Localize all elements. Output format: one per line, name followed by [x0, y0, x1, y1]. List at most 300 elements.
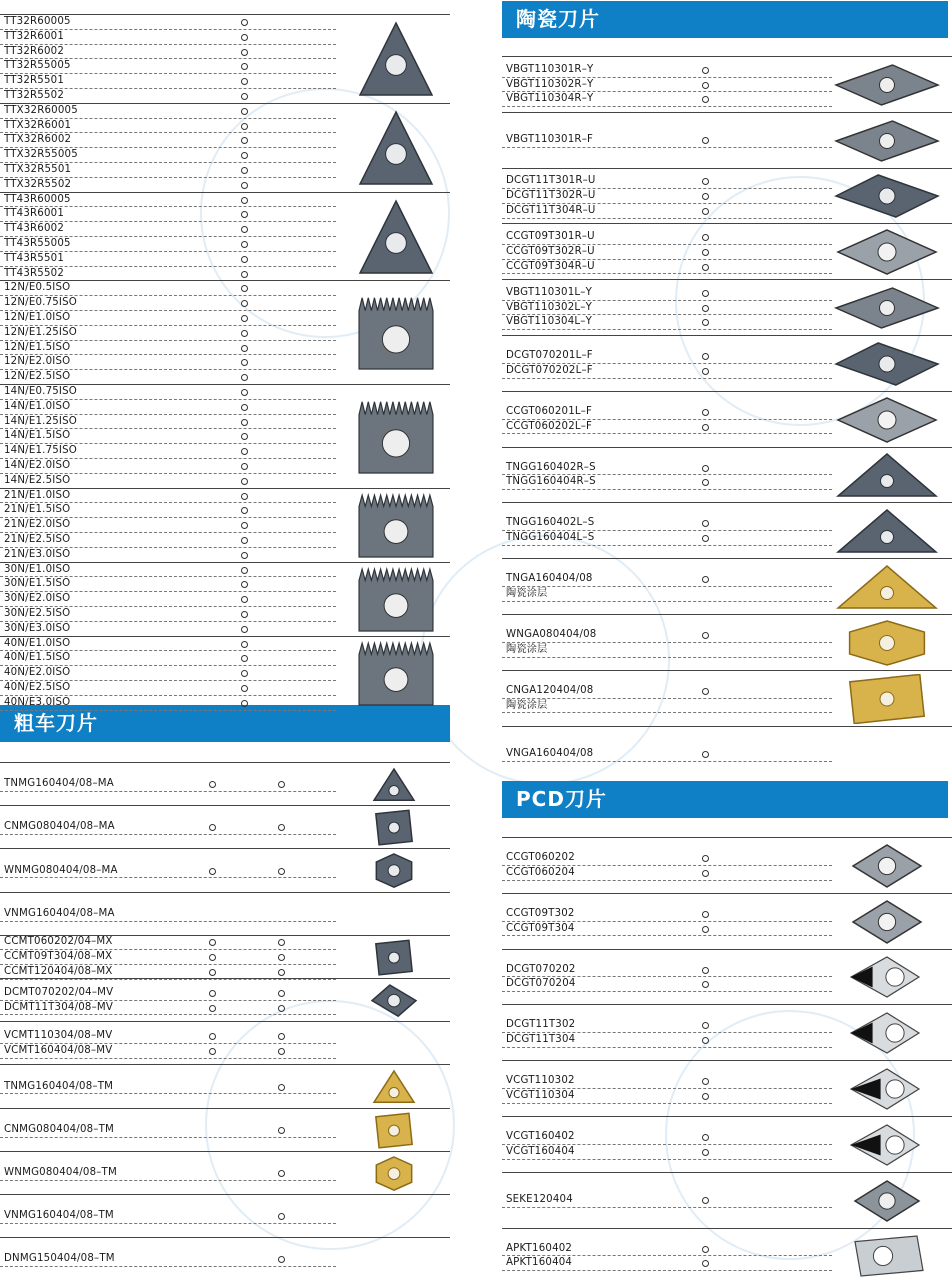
product-group [0, 1237, 450, 1280]
product-code: 14N/E1.0ISO [4, 400, 71, 412]
product-code: DCGT070201L–F [506, 350, 593, 362]
product-group [502, 949, 952, 1005]
product-code: VCMT160404/08–MV [4, 1044, 113, 1056]
insert-image-icon [832, 171, 942, 225]
leader-line [502, 586, 832, 587]
product-code: 12N/E0.5ISO [4, 282, 71, 294]
product-code: 30N/E1.5ISO [4, 578, 71, 590]
insert-image-icon [368, 1067, 420, 1110]
insert-image-icon [832, 227, 942, 281]
availability-mark [702, 1149, 709, 1156]
product-code: VBGT110304R–Y [506, 93, 594, 105]
availability-mark [241, 137, 248, 144]
product-code: 12N/E0.75ISO [4, 297, 78, 309]
availability-mark [241, 78, 248, 85]
availability-mark [702, 137, 709, 144]
product-group [502, 837, 952, 893]
availability-mark [241, 359, 248, 366]
product-code: 21N/E3.0ISO [4, 548, 71, 560]
availability-mark [241, 182, 248, 189]
availability-mark [278, 954, 285, 961]
availability-mark [241, 537, 248, 544]
availability-mark [241, 581, 248, 588]
availability-mark [241, 404, 248, 411]
availability-mark [278, 824, 285, 831]
product-group [0, 892, 450, 935]
product-code: TTX32R6001 [4, 119, 72, 131]
product-code: VNMG160404/08–MA [4, 907, 115, 919]
insert-image-icon [354, 19, 438, 103]
product-code: TNGG160404R–S [506, 476, 596, 488]
availability-mark [278, 1005, 285, 1012]
availability-mark [278, 939, 285, 946]
insert-image-icon [832, 450, 942, 504]
insert-image-icon [832, 283, 942, 337]
insert-image-icon [832, 506, 942, 560]
product-code: TTX32R60005 [4, 104, 78, 116]
availability-mark [702, 353, 709, 360]
availability-mark [241, 685, 248, 692]
availability-mark [209, 1048, 216, 1055]
product-code: VNGA160404/08 [506, 748, 594, 760]
product-group [0, 762, 450, 805]
product-code: DCGT070202 [506, 963, 576, 975]
product-group [0, 384, 450, 488]
availability-mark [241, 285, 248, 292]
availability-mark [278, 969, 285, 976]
insert-image-icon [354, 639, 438, 713]
product-group [0, 636, 450, 710]
availability-mark [278, 990, 285, 997]
product-code: DNMG150404/08–TM [4, 1253, 115, 1265]
product-code: WNGA080404/08 [506, 629, 597, 641]
product-code: 陶瓷涂层 [506, 588, 548, 600]
availability-mark [241, 256, 248, 263]
product-code: CCMT120404/08–MX [4, 965, 113, 977]
availability-mark [209, 1005, 216, 1012]
availability-mark [702, 1037, 709, 1044]
product-code: 30N/E3.0ISO [4, 622, 71, 634]
product-code: CCGT09T304 [506, 922, 575, 934]
insert-image-icon [354, 108, 438, 192]
availability-mark [702, 67, 709, 74]
product-code: VCMT110304/08–MV [4, 1029, 113, 1041]
insert-image-icon [832, 339, 942, 393]
availability-mark [241, 197, 248, 204]
product-code: DCGT11T304 [506, 1034, 576, 1046]
availability-mark [209, 954, 216, 961]
insert-image-icon [832, 674, 942, 728]
availability-mark [241, 315, 248, 322]
availability-mark [702, 264, 709, 271]
availability-mark [209, 868, 216, 875]
availability-mark [702, 193, 709, 200]
product-group [0, 280, 450, 384]
availability-mark [209, 939, 216, 946]
product-code: VNMG160404/08–TM [4, 1210, 114, 1222]
product-code: VCGT160404 [506, 1145, 575, 1157]
product-code: TT43R5502 [4, 267, 65, 279]
insert-image-icon [832, 618, 942, 672]
product-group [502, 1116, 952, 1172]
product-code: 21N/E2.5ISO [4, 533, 71, 545]
product-code: CNMG080404/08–MA [4, 821, 115, 833]
availability-mark [702, 1246, 709, 1253]
product-code: 40N/E2.5ISO [4, 681, 71, 693]
availability-mark [702, 870, 709, 877]
product-code: 12N/E2.5ISO [4, 371, 71, 383]
leader-line [0, 710, 336, 711]
availability-mark [241, 478, 248, 485]
product-code: VCGT110302 [506, 1075, 575, 1087]
product-code: CCGT060204 [506, 866, 575, 878]
availability-mark [241, 152, 248, 159]
leader-line [502, 601, 832, 602]
product-group [0, 1151, 450, 1194]
product-code: 14N/E2.5ISO [4, 474, 71, 486]
product-group [502, 726, 952, 782]
product-code: CCGT09T302R–U [506, 245, 595, 257]
product-code: 40N/E2.0ISO [4, 667, 71, 679]
section-title-pcd: PCD刀片 [502, 781, 948, 818]
leader-line [502, 880, 832, 881]
availability-mark [241, 626, 248, 633]
availability-mark [241, 670, 248, 677]
product-group [502, 614, 952, 670]
product-code: TNGA160404/08 [506, 573, 593, 585]
availability-mark [241, 271, 248, 278]
product-code: TNGG160402L–S [506, 517, 595, 529]
availability-mark [241, 19, 248, 26]
leader-line [502, 1207, 832, 1208]
product-code: DCGT11T302 [506, 1019, 576, 1031]
insert-image-icon [368, 765, 420, 808]
insert-image-icon [847, 842, 927, 894]
availability-mark [702, 249, 709, 256]
availability-mark [702, 751, 709, 758]
product-group [502, 447, 952, 503]
availability-mark [209, 1033, 216, 1040]
availability-mark [702, 305, 709, 312]
leader-line [0, 1093, 336, 1094]
product-group [502, 893, 952, 949]
availability-mark [278, 1213, 285, 1220]
leader-line [502, 147, 832, 148]
product-group [502, 1060, 952, 1116]
product-code: VBGT110302R–Y [506, 78, 594, 90]
product-group [502, 279, 952, 335]
product-code: TT32R6001 [4, 30, 65, 42]
availability-mark [241, 167, 248, 174]
leader-line [502, 657, 832, 658]
insert-image-icon [832, 116, 942, 170]
leader-line [0, 834, 336, 835]
availability-mark [241, 507, 248, 514]
availability-mark [702, 234, 709, 241]
product-code: CCGT09T304R–U [506, 260, 595, 272]
insert-image-icon [354, 197, 438, 281]
product-group [0, 103, 450, 192]
insert-image-icon [847, 1121, 927, 1173]
availability-mark [702, 1260, 709, 1267]
availability-mark [241, 330, 248, 337]
product-group [502, 502, 952, 558]
availability-mark [702, 520, 709, 527]
product-code: DCGT11T302R–U [506, 190, 596, 202]
product-group [502, 1172, 952, 1228]
product-code: CCGT060201L–F [506, 405, 593, 417]
availability-mark [702, 96, 709, 103]
availability-mark [241, 433, 248, 440]
product-code: 14N/E1.5ISO [4, 430, 71, 442]
product-code: 21N/E2.0ISO [4, 519, 71, 531]
availability-mark [209, 824, 216, 831]
availability-mark [702, 319, 709, 326]
product-code: TT32R6002 [4, 45, 65, 57]
availability-mark [241, 226, 248, 233]
product-code: CCGT060202 [506, 852, 575, 864]
availability-mark [702, 855, 709, 862]
product-code: TT43R55005 [4, 237, 71, 249]
product-group [0, 978, 450, 1021]
product-code: CCGT09T301R–U [506, 231, 595, 243]
product-code: TTX32R55005 [4, 149, 78, 161]
leader-line [502, 545, 832, 546]
product-group [0, 1108, 450, 1151]
product-code: 陶瓷涂层 [506, 643, 548, 655]
leader-line [0, 791, 336, 792]
product-code: 40N/E1.5ISO [4, 652, 71, 664]
availability-mark [241, 596, 248, 603]
product-group [502, 670, 952, 726]
leader-line [0, 1014, 336, 1015]
leader-line [502, 378, 832, 379]
availability-mark [702, 911, 709, 918]
availability-mark [241, 700, 248, 707]
product-group [502, 168, 952, 224]
leader-line [502, 712, 832, 713]
product-code: TTX32R5501 [4, 163, 72, 175]
insert-image-icon [832, 60, 942, 114]
availability-mark [241, 49, 248, 56]
product-code: 30N/E2.0ISO [4, 593, 71, 605]
insert-image-icon [368, 851, 420, 894]
product-code: 14N/E1.75ISO [4, 445, 78, 457]
availability-mark [241, 93, 248, 100]
availability-mark [702, 632, 709, 639]
product-code: TT32R5501 [4, 75, 65, 87]
availability-mark [241, 493, 248, 500]
insert-image-icon [368, 981, 420, 1024]
product-code: 30N/E1.0ISO [4, 563, 71, 575]
leader-line [0, 877, 336, 878]
leader-line [502, 1047, 832, 1048]
availability-mark [278, 1033, 285, 1040]
product-code: 40N/E3.0ISO [4, 696, 71, 708]
insert-image-icon [354, 491, 438, 565]
product-code: TTX32R6002 [4, 134, 72, 146]
availability-mark [241, 108, 248, 115]
product-code: TNMG160404/08–MA [4, 778, 114, 790]
product-code: DCMT11T304/08–MV [4, 1001, 114, 1013]
availability-mark [241, 241, 248, 248]
insert-image-icon [847, 1009, 927, 1061]
product-code: TNGG160402R–S [506, 461, 596, 473]
insert-image-icon [368, 808, 420, 851]
product-group [502, 223, 952, 279]
insert-image-icon [847, 898, 927, 950]
leader-line [502, 1103, 832, 1104]
leader-line [502, 218, 832, 219]
product-group [0, 1064, 450, 1107]
product-code: APKT160404 [506, 1257, 573, 1269]
product-code: VCGT160402 [506, 1131, 575, 1143]
product-code: 12N/E1.5ISO [4, 341, 71, 353]
availability-mark [241, 522, 248, 529]
leader-line [502, 489, 832, 490]
availability-mark [702, 1197, 709, 1204]
product-code: TT43R5501 [4, 252, 65, 264]
leader-line [502, 1159, 832, 1160]
product-code: TT32R60005 [4, 16, 71, 27]
product-code: APKT160402 [506, 1242, 573, 1254]
leader-line [502, 698, 832, 699]
product-group [502, 335, 952, 391]
insert-image-icon [832, 395, 942, 449]
leader-line [0, 1180, 336, 1181]
availability-mark [278, 781, 285, 788]
insert-image-icon [354, 397, 438, 481]
availability-mark [241, 374, 248, 381]
product-code: CCMT060202/04–MX [4, 936, 113, 948]
product-code: DCGT070202L–F [506, 364, 593, 376]
leader-line [0, 921, 336, 922]
product-group [0, 192, 450, 281]
product-code: TT32R55005 [4, 60, 71, 72]
insert-image-icon [832, 562, 942, 616]
product-code: TT32R5502 [4, 90, 65, 101]
product-code: CCGT060202L–F [506, 420, 593, 432]
availability-mark [702, 1022, 709, 1029]
product-code: CCMT09T304/08–MX [4, 950, 113, 962]
availability-mark [702, 967, 709, 974]
leader-line [502, 991, 832, 992]
product-code: 12N/E1.25ISO [4, 326, 78, 338]
availability-mark [241, 34, 248, 41]
availability-mark [278, 1127, 285, 1134]
availability-mark [702, 409, 709, 416]
availability-mark [241, 345, 248, 352]
availability-mark [241, 567, 248, 574]
product-code: VBGT110301L–Y [506, 286, 593, 298]
product-code: TNMG160404/08–TM [4, 1080, 114, 1092]
insert-image-icon [847, 1177, 927, 1229]
availability-mark [241, 463, 248, 470]
insert-image-icon [368, 1154, 420, 1197]
product-code: DCGT11T301R–U [506, 175, 596, 187]
availability-mark [702, 1134, 709, 1141]
product-code: WNMG080404/08–MA [4, 864, 118, 876]
leader-line [502, 642, 832, 643]
availability-mark [278, 868, 285, 875]
availability-mark [278, 1048, 285, 1055]
product-code: TT43R6002 [4, 223, 65, 235]
product-code: 陶瓷涂层 [506, 699, 548, 711]
product-code: DCMT070202/04–MV [4, 986, 114, 998]
product-code: TT43R60005 [4, 193, 71, 205]
product-group [502, 391, 952, 447]
insert-image-icon [847, 1232, 927, 1282]
availability-mark [241, 448, 248, 455]
product-code: 40N/E1.0ISO [4, 637, 71, 649]
product-group [502, 56, 952, 112]
product-code: VBGT110301R–Y [506, 63, 594, 75]
product-group [502, 558, 952, 614]
product-group [0, 14, 450, 103]
insert-image-icon [354, 565, 438, 639]
product-group [0, 848, 450, 891]
product-code: DCGT070204 [506, 978, 576, 990]
leader-line [502, 273, 832, 274]
availability-mark [702, 82, 709, 89]
availability-mark [241, 389, 248, 396]
section-title-rough: 粗车刀片 [0, 705, 450, 742]
leader-line [502, 761, 832, 762]
product-code: TNGG160404L–S [506, 532, 595, 544]
product-code: 30N/E2.5ISO [4, 607, 71, 619]
availability-mark [278, 1256, 285, 1263]
availability-mark [702, 1078, 709, 1085]
availability-mark [702, 926, 709, 933]
availability-mark [702, 981, 709, 988]
availability-mark [702, 424, 709, 431]
leader-line [502, 1270, 832, 1271]
product-code: SEKE120404 [506, 1194, 573, 1206]
product-code: WNMG080404/08–TM [4, 1166, 117, 1178]
availability-mark [209, 781, 216, 788]
availability-mark [209, 990, 216, 997]
product-group [0, 1021, 450, 1064]
availability-mark [702, 178, 709, 185]
availability-mark [241, 552, 248, 559]
insert-image-icon [847, 953, 927, 1005]
product-code: VBGT110304L–Y [506, 316, 593, 328]
product-code: VBGT110302L–Y [506, 301, 593, 313]
insert-image-icon [368, 938, 420, 981]
leader-line [502, 935, 832, 936]
insert-image-icon [368, 1111, 420, 1154]
availability-mark [702, 688, 709, 695]
availability-mark [702, 479, 709, 486]
product-code: 21N/E1.5ISO [4, 504, 71, 516]
availability-mark [241, 300, 248, 307]
product-group [0, 1194, 450, 1237]
availability-mark [278, 1084, 285, 1091]
product-group [502, 1228, 952, 1282]
leader-line [0, 1058, 336, 1059]
product-code: 21N/E1.0ISO [4, 489, 71, 501]
section-title-ceramic: 陶瓷刀片 [502, 1, 948, 38]
product-code: 14N/E1.25ISO [4, 415, 78, 427]
product-code: 12N/E2.0ISO [4, 356, 71, 368]
product-code: DCGT11T304R–U [506, 204, 596, 216]
availability-mark [702, 290, 709, 297]
availability-mark [241, 419, 248, 426]
product-code: 14N/E0.75ISO [4, 386, 78, 397]
product-code: VCGT110304 [506, 1090, 575, 1102]
leader-line [0, 1266, 336, 1267]
availability-mark [241, 655, 248, 662]
